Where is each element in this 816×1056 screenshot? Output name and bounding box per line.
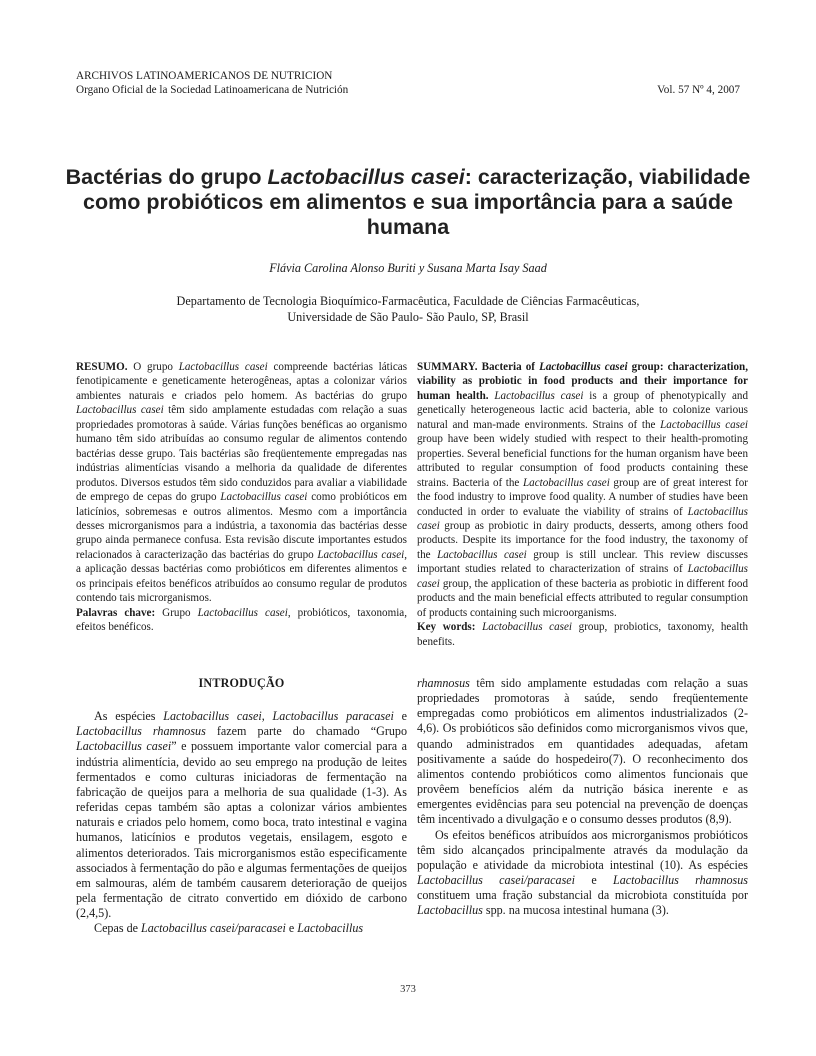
section-heading-introducao: INTRODUÇÃO bbox=[198, 676, 285, 690]
body-paragraph: rhamnosus têm sido amplamente estudadas com relação a suas propriedades promotoras à saúde, sendo freqüentemente empregadas como probióticos em alimentos industrializados (2-4,6). Os probióticos são definidos como microrganismos vivos que, quando administrados em quantidades adequadas, afetam positivamente a saúde do hospedeiro(7). O reconhecimento dos alimentos contendo probióticos como alimentos funcionais que provêem benefícios além da nutrição básica inerente e as emergentes evidências para seu potencial na prevenção de doenças têm incentivado a divulgação e o consumo desses produtos (8,9). bbox=[417, 676, 748, 827]
summary-paragraph: SUMMARY. Bacteria of Lactobacillus casei group: characterization, viability as probiotic in food products and their importance for human health. Lactobacillus casei is a group of phenotypically and genetically heterogeneous lactic acid bacteria, able to colonize various natural and man-made environments. Strains of the Lactobacillus casei group have been widely studied with respect to their health-promoting properties. Several beneficial functions for the human organism have been attributed to regular consumption of food products containing these strains. Bacteria of the Lactobacillus casei group are of great interest for the food industry to improve food quality. A number of studies have been conducted in order to evaluate the viability of strains of Lactobacillus casei group as probiotic in dairy products, desserts, among others food products. Despite its importance for the food industry, the taxonomy of the Lactobacillus casei group is still unclear. This review discusses important studies related to characterization of strains of Lactobacillus casei group, the application of these bacteria as probiotic in different food products and the main beneficial effects attributed to regular consumption of products containing such microorganisms. bbox=[417, 361, 748, 619]
body-paragraph: Cepas de Lactobacillus casei/paracasei e Lactobacillus bbox=[94, 921, 364, 936]
resumo-paragraph: RESUMO. O grupo Lactobacillus casei compreende bactérias láticas fenotipicamente e geneticamente heterogêneas, aptas a colonizar vários ambientes naturais e criados pelo homem. As bactérias do grupo Lactobacillus casei têm sido amplamente estudadas com relação a suas propriedades promotoras à saúde. Várias funções benéficas ao organismo humano têm sido atribuídas ao consumo regular de alimentos contendo bactérias desse grupo. Tais bactérias são freqüentemente empregadas nas indústrias alimentícias visando a melhoria da qualidade de diferentes produtos. Diversos estudos têm sido conduzidos para avaliar a viabilidade de emprego de cepas do grupo Lactobacillus casei como probióticos em laticínios, sobremesas e outros alimentos. Mesmo com a importância desses microrganismos para a indústria, a taxonomia das bactérias desse grupo ainda permanece confusa. Esta revisão discute importantes estudos relacionados à caracterização das bactérias do grupo Lactobacillus casei, a aplicação dessas bactérias como probióticos em diferentes alimentos e os principais efeitos benéficos atribuídos ao consumo regular de produtos contendo tais microrganismos. bbox=[76, 361, 408, 605]
affiliation bbox=[60, 294, 756, 325]
volume-issue: Vol. 57 Nº 4, 2007 bbox=[657, 84, 740, 96]
body-column-right bbox=[417, 676, 748, 919]
body-column-left bbox=[76, 676, 407, 937]
palavras-chave: Palavras chave: Grupo Lactobacillus casei, probióticos, taxonomia, efeitos benéficos. bbox=[76, 606, 407, 634]
abstract-portuguese bbox=[76, 360, 407, 635]
running-header bbox=[76, 69, 740, 97]
abstract-english bbox=[417, 360, 748, 649]
journal-organ: Organo Oficial de la Sociedad Latinoamericana de Nutrición bbox=[76, 84, 349, 96]
page-number: 373 bbox=[400, 984, 416, 995]
body-paragraph: As espécies Lactobacillus casei, Lactobacillus paracasei e Lactobacillus rhamnosus fazem parte do chamado “Grupo Lactobacillus casei” e possuem importante valor comercial para a indústria alimentícia, devido ao seu emprego na produção de leites fermentados e como culturas iniciadoras de fermentação na fabricação de queijos para a melhoria de sua qualidade (1-3). As referidas cepas também são aptas a colonizar vários ambientes naturais e criados pelo homem, como boca, trato intestinal e vagina humanos, laticínios e produtos vegetais, ensilagem, esgoto e alimentos deteriorados. Tais microrganismos estão especificamente associados à fermentação do pão e algumas fermentações de queijos em salmouras, além de também causarem deterioração de queijos pela fermentação de citrato convertido em dióxido de carbono (2,4,5). bbox=[76, 709, 407, 921]
article-title: Bactérias do grupo Lactobacillus casei: caracterização, viabilidade como probióticos em alimentos e sua importância para a saúde humana bbox=[65, 165, 751, 239]
authors: Flávia Carolina Alonso Buriti y Susana Marta Isay Saad bbox=[269, 261, 547, 275]
affiliation-line-1: Departamento de Tecnologia Bioquímico-Farmacêutica, Faculdade de Ciências Farmacêuticas, bbox=[176, 294, 640, 308]
affiliation-line-2: Universidade de São Paulo- São Paulo, SP, Brasil bbox=[287, 309, 529, 324]
journal-name: ARCHIVOS LATINOAMERICANOS DE NUTRICION bbox=[76, 70, 333, 82]
body-paragraph: Os efeitos benéficos atribuídos aos microrganismos probióticos têm sido alcançados principalmente através da modulação da população e atividade da microbiota intestinal (10). As espécies Lactobacillus casei/paracasei e Lactobacillus rhamnosus constituem uma fração substancial da microbiota constituída por Lactobacillus spp. na mucosa intestinal humana (3). bbox=[417, 827, 748, 918]
key-words: Key words: Lactobacillus casei group, probiotics, taxonomy, health benefits. bbox=[417, 621, 748, 648]
